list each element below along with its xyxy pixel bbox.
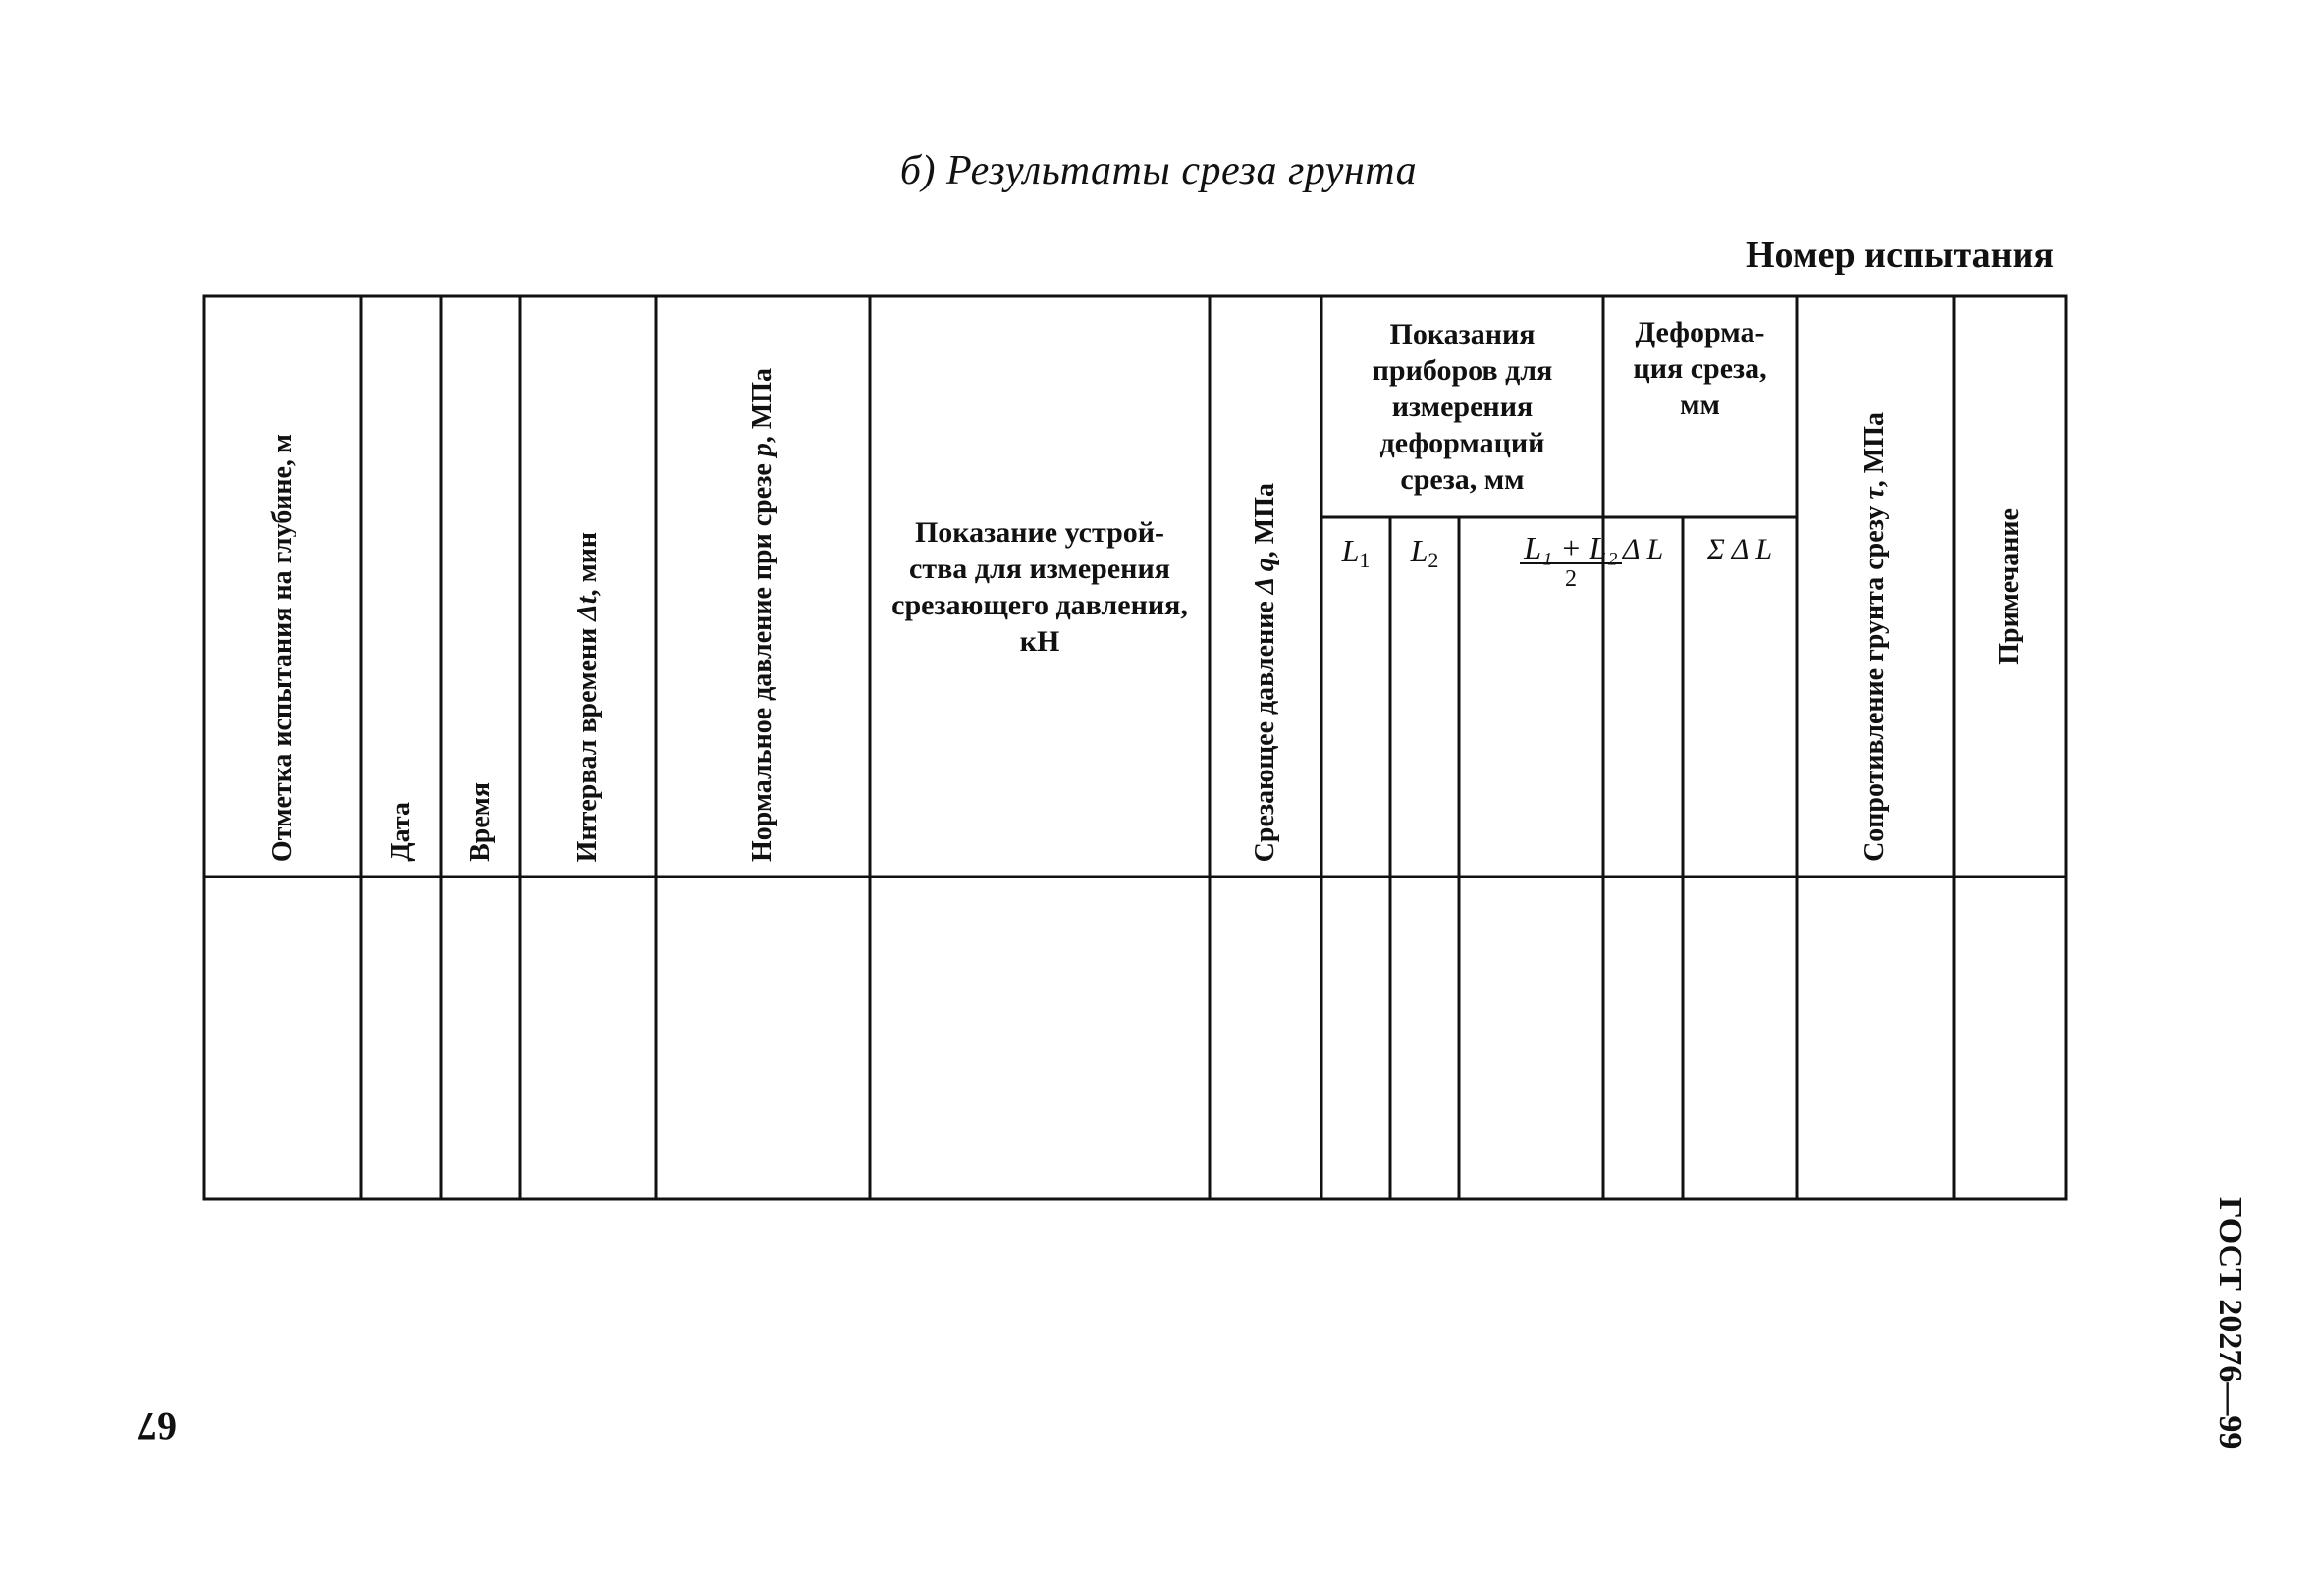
subcol-sum-delta-l: Σ Δ L bbox=[1706, 533, 1773, 565]
col-time-label: Время bbox=[464, 782, 496, 862]
col-note bbox=[1954, 296, 2066, 877]
col-deformation bbox=[1603, 296, 1797, 517]
col-gauges bbox=[1321, 296, 1603, 517]
subcol-l2: L2 bbox=[1410, 533, 1439, 572]
col-depth-label: Отметка испытания на глубине, м bbox=[267, 433, 297, 862]
col-interval-label: Интервал времени Δt, мин bbox=[572, 531, 603, 862]
subcol-l1: L1 bbox=[1341, 533, 1371, 572]
subcol-delta-l: Δ L bbox=[1622, 533, 1664, 565]
table-title: б) Результаты среза грунта bbox=[899, 148, 1418, 193]
page-number: 67 bbox=[137, 1405, 177, 1449]
col-device-label: Показание устрой-ства для измерения срезающего давления, кН bbox=[891, 515, 1188, 658]
col-device bbox=[870, 296, 1210, 877]
col-depth bbox=[204, 296, 361, 862]
col-interval bbox=[520, 296, 656, 862]
col-time bbox=[441, 296, 520, 862]
col-normal-pressure bbox=[656, 296, 870, 862]
test-number-label: Номер испытания bbox=[1745, 235, 2054, 276]
gost-code: ГОСТ 20276—99 bbox=[2212, 1197, 2248, 1450]
col-resistance-label: Сопротивление грунта срезу τ, МПа bbox=[1859, 412, 1890, 862]
col-gauges-label: Показания приборов для измерения деформаций среза, мм bbox=[1372, 318, 1553, 496]
average-numerator: L₁ + L₂ bbox=[1520, 533, 1621, 564]
col-resistance bbox=[1797, 296, 1954, 862]
col-normal-pressure-label: Нормальное давление при срезе p, МПа bbox=[747, 367, 778, 862]
average-denominator: 2 bbox=[1565, 566, 1577, 592]
col-deformation-label: Деформа-ция среза, мм bbox=[1633, 316, 1767, 421]
col-date bbox=[361, 296, 441, 862]
col-shear-pressure bbox=[1210, 296, 1321, 862]
col-date-label: Дата bbox=[385, 802, 416, 862]
col-note-label: Примечание bbox=[1994, 508, 2024, 665]
col-shear-pressure-label: Срезающее давление Δ q, МПа bbox=[1250, 482, 1280, 862]
